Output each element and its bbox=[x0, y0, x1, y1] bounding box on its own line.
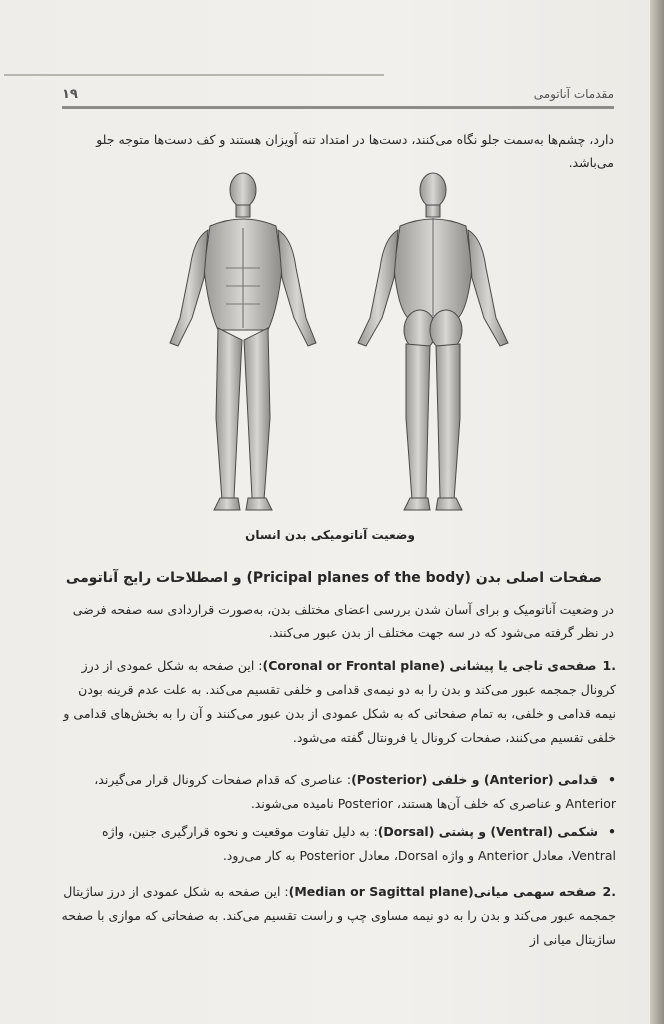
bullet-anterior-posterior bbox=[56, 768, 616, 816]
item-text: : این صفحه به شکل عمودی از درز ساژیتال جمجمه عبور می‌کند و بدن را به دو نیمه مساوی چپ و راست تقسیم می‌کند. به صفحاتی که موازی با صفحه ساژیتال میانی از bbox=[61, 884, 616, 947]
item-title: صفحه‌ی تاجی یا پیشانی (Coronal or Frontal plane) bbox=[262, 658, 597, 673]
chapter-title: مقدمات آناتومی bbox=[533, 87, 614, 101]
item-text: : این صفحه به شکل عمودی از درز کرونال جمجمه عبور می‌کند و بدن را به دو نیمه‌ی قدامی و خلفی تقسیم می‌کند. به علت عدم قرینه بودن نیمه قدامی و خلفی، به تمام صفحاتی که به شکل عمودی از بدن عبور می‌کنند و آن را به بخش‌های قدامی و خلفی تقسیم می‌کنند، صفحات کرونال یا فرونتال گفته می‌شود. bbox=[63, 658, 616, 745]
bullet-title: قدامی (Anterior) و خلفی (Posterior) bbox=[351, 772, 599, 787]
header-rule bbox=[62, 106, 614, 109]
item-number: .1 bbox=[602, 658, 616, 673]
top-rule bbox=[4, 74, 384, 76]
bullet-text: : عناصری که قدام صفحات کرونال قرار می‌گیرند، Anterior و عناصری که خلف آن‌ها هستند، Posterior نامیده می‌شوند. bbox=[94, 772, 616, 811]
posterior-figure bbox=[358, 173, 508, 510]
anterior-figure bbox=[170, 173, 316, 510]
book-spine-shadow bbox=[650, 0, 664, 1024]
list-item-coronal-plane bbox=[56, 654, 616, 750]
section-title: صفحات اصلی بدن (Pricipal planes of the body) و اصطلاحات رایج آناتومی bbox=[65, 570, 602, 586]
bullet-text: : به دلیل تفاوت موقعیت و نحوه قرارگیری جنین، واژه Ventral، معادل Anterior و واژه Dorsal، معادل Posterior به کار می‌رود. bbox=[102, 824, 616, 863]
running-head bbox=[62, 84, 614, 104]
bullet-title: شکمی (Ventral) و پشتی (Dorsal) bbox=[377, 824, 599, 839]
bullet-ventral-dorsal bbox=[56, 820, 616, 868]
anatomy-illustration bbox=[150, 168, 530, 520]
list-item-sagittal-plane bbox=[56, 880, 616, 952]
anatomical-position-figure bbox=[150, 168, 530, 520]
section-paragraph: در وضعیت آناتومیک و برای آسان شدن بررسی اعضای مختلف بدن، به‌صورت قراردادی سه صفحه فرضی در نظر گرفته می‌شود که در سه جهت مختلف از بدن عبور می‌کنند. bbox=[72, 602, 614, 640]
item-title: صفحه سهمی میانی(Median or Sagittal plane) bbox=[288, 884, 597, 899]
page-number: ۱۹ bbox=[62, 86, 78, 102]
item-number: .2 bbox=[602, 884, 616, 899]
intro-paragraph: دارد، چشم‌ها به‌سمت جلو نگاه می‌کنند، دست‌ها در امتداد تنه آویزان هستند و کف دست‌ها متوجه جلو می‌باشد. bbox=[96, 132, 614, 170]
figure-caption: وضعیت آناتومیکی بدن انسان bbox=[245, 528, 415, 542]
